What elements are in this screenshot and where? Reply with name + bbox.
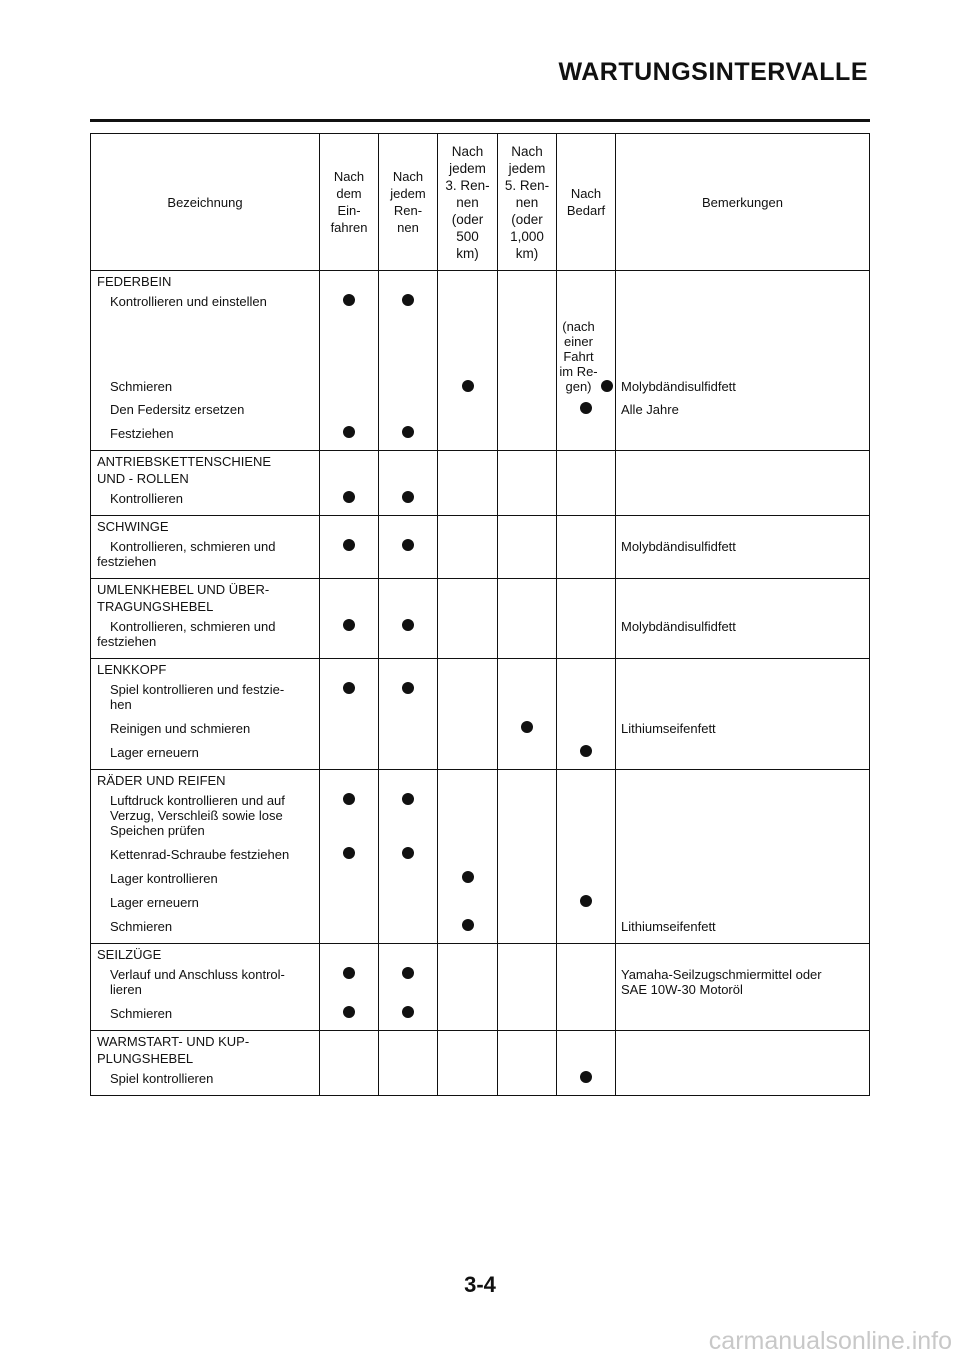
item-label-cell — [91, 516, 320, 579]
interval-dot-icon — [402, 967, 414, 979]
interval-mark-slot — [498, 963, 556, 1002]
interval-cell — [498, 451, 557, 516]
header-nach-jedem-rennen: Nach jedem Ren- nen — [379, 134, 438, 271]
interval-dot-icon — [402, 793, 414, 805]
item-label-text: Lager erneuern — [110, 745, 199, 760]
interval-mark-slot — [379, 963, 437, 1002]
interval-mark-slot — [498, 867, 556, 891]
item-remark — [616, 963, 869, 1002]
interval-dot-icon — [580, 1071, 592, 1083]
interval-mark-slot — [557, 422, 615, 446]
item-remark-text: Molybdändisulfidfett — [621, 379, 736, 394]
item-label-text: Schmieren — [110, 1006, 173, 1021]
interval-mark-slot — [498, 915, 556, 939]
section-row — [91, 451, 870, 516]
interval-mark-slot — [320, 1067, 378, 1091]
interval-mark-slot — [557, 314, 615, 398]
section-title-line: WARMSTART- UND KUP- — [97, 1034, 250, 1049]
interval-mark-slot — [438, 487, 497, 511]
item-remark-text: Lithiumseifenfett — [621, 721, 716, 736]
interval-mark-slot — [320, 290, 378, 314]
interval-mark-slot — [498, 1067, 556, 1091]
interval-mark-slot — [379, 789, 437, 843]
section-row — [91, 271, 870, 451]
section-title — [91, 770, 319, 789]
section-row — [91, 770, 870, 944]
interval-mark-slot — [557, 398, 615, 422]
item-remark — [616, 422, 869, 446]
interval-mark-slot — [557, 535, 615, 574]
interval-mark-slot — [557, 741, 615, 765]
item-label — [91, 717, 319, 741]
interval-cell — [379, 770, 438, 944]
remark-cell — [616, 451, 870, 516]
interval-mark-slot — [498, 615, 556, 654]
interval-mark-slot — [557, 678, 615, 717]
interval-dot-icon — [343, 682, 355, 694]
remark-cell — [616, 516, 870, 579]
interval-mark-slot — [320, 891, 378, 915]
interval-cell — [498, 516, 557, 579]
item-label-cell — [91, 579, 320, 659]
section-title — [91, 944, 319, 963]
interval-cell — [557, 659, 616, 770]
interval-mark-slot — [438, 535, 497, 574]
interval-cell — [438, 271, 498, 451]
interval-dot-icon — [580, 402, 592, 414]
interval-cell — [498, 271, 557, 451]
interval-mark-slot — [557, 789, 615, 843]
item-remark-text: Molybdändisulfidfett — [621, 619, 736, 634]
interval-mark-slot — [498, 717, 556, 741]
interval-mark-slot — [320, 867, 378, 891]
header-nach-3-rennen: Nach jedem 3. Ren- nen (oder 500 km) — [438, 134, 498, 271]
section-row — [91, 579, 870, 659]
remark-cell — [616, 1031, 870, 1096]
interval-mark-slot — [557, 1002, 615, 1026]
interval-cell — [379, 1031, 438, 1096]
item-remark — [616, 398, 869, 422]
interval-cell — [379, 451, 438, 516]
section-title — [91, 516, 319, 535]
interval-dot-icon — [402, 426, 414, 438]
item-label-text: Schmieren — [110, 379, 173, 394]
item-label — [91, 867, 319, 891]
header-bezeichnung: Bezeichnung — [91, 134, 320, 271]
interval-mark-slot — [320, 615, 378, 654]
interval-cell — [320, 770, 379, 944]
item-remark-text: Alle Jahre — [621, 402, 679, 417]
interval-mark-slot — [498, 290, 556, 314]
interval-cell — [498, 944, 557, 1031]
interval-cell — [438, 451, 498, 516]
page-number: 3-4 — [464, 1272, 496, 1297]
header-bemerkungen: Bemerkungen — [616, 134, 870, 271]
remark-cell — [616, 770, 870, 944]
interval-cell — [438, 1031, 498, 1096]
interval-mark-slot — [320, 843, 378, 867]
section-title — [91, 1031, 319, 1067]
item-label-text: Schmieren — [110, 919, 173, 934]
item-remark — [616, 290, 869, 314]
interval-cell — [438, 659, 498, 770]
remark-cell — [616, 271, 870, 451]
interval-dot-icon — [343, 491, 355, 503]
item-label-text: Spiel kontrollieren und festzie- hen — [110, 682, 285, 712]
interval-mark-slot — [438, 891, 497, 915]
interval-mark-slot — [498, 487, 556, 511]
interval-mark-slot — [379, 891, 437, 915]
interval-cell — [557, 770, 616, 944]
section-row — [91, 1031, 870, 1096]
interval-dot-icon — [462, 919, 474, 931]
item-remark — [616, 915, 869, 939]
item-label-cell — [91, 451, 320, 516]
interval-mark-slot — [379, 915, 437, 939]
section-title-line: PLUNGSHEBEL — [97, 1051, 194, 1066]
interval-mark-slot — [438, 963, 497, 1002]
interval-mark-slot — [557, 867, 615, 891]
item-label-text: Kontrollieren, schmieren und festziehen — [97, 539, 276, 569]
interval-cell — [557, 1031, 616, 1096]
item-remark-text: Yamaha-Seilzugschmiermittel oder SAE 10W-30 Motoröl — [621, 967, 822, 997]
item-remark — [616, 535, 869, 574]
interval-mark-slot — [379, 1002, 437, 1026]
interval-mark-slot — [438, 615, 497, 654]
interval-cell — [557, 516, 616, 579]
interval-dot-icon — [402, 539, 414, 551]
interval-mark-slot — [379, 398, 437, 422]
remark-cell — [616, 659, 870, 770]
interval-cell — [498, 1031, 557, 1096]
interval-cell — [320, 579, 379, 659]
item-label — [91, 741, 319, 765]
interval-mark-slot — [438, 1002, 497, 1026]
section-title-line: UND - ROLLEN — [97, 471, 189, 486]
interval-cell — [438, 944, 498, 1031]
item-remark — [616, 741, 869, 765]
item-label-text: Kettenrad-Schraube festziehen — [110, 847, 290, 862]
item-label-text: Lager kontrollieren — [110, 871, 218, 886]
interval-cell — [438, 579, 498, 659]
interval-cell — [379, 271, 438, 451]
interval-mark-slot — [320, 487, 378, 511]
interval-mark-slot — [498, 678, 556, 717]
interval-cell — [320, 659, 379, 770]
item-label — [91, 963, 319, 1002]
item-remark-text: Molybdändisulfidfett — [621, 539, 736, 554]
item-remark — [616, 314, 869, 398]
interval-dot-icon — [521, 721, 533, 733]
item-label — [91, 678, 319, 717]
interval-cell — [438, 770, 498, 944]
section-title — [91, 659, 319, 678]
section-title-line: ANTRIEBSKETTENSCHIENE — [97, 454, 272, 469]
interval-mark-slot — [320, 741, 378, 765]
interval-cell — [320, 1031, 379, 1096]
item-label-text: Reinigen und schmieren — [110, 721, 251, 736]
section-row — [91, 516, 870, 579]
section-row — [91, 944, 870, 1031]
item-label — [91, 314, 319, 398]
interval-dot-icon — [402, 294, 414, 306]
item-label — [91, 615, 319, 654]
interval-dot-icon — [462, 871, 474, 883]
interval-mark-slot — [438, 789, 497, 843]
item-label-cell — [91, 770, 320, 944]
header-row — [91, 134, 870, 271]
item-label-text: Kontrollieren — [110, 491, 183, 506]
interval-mark-slot — [557, 290, 615, 314]
section-title — [91, 271, 319, 290]
item-label — [91, 843, 319, 867]
item-label — [91, 398, 319, 422]
item-label-text: Den Federsitz ersetzen — [110, 402, 245, 417]
interval-dot-icon — [402, 682, 414, 694]
interval-mark-slot — [320, 678, 378, 717]
interval-cell — [379, 944, 438, 1031]
item-label-text: Spiel kontrollieren — [110, 1071, 214, 1086]
interval-mark-slot — [438, 290, 497, 314]
interval-dot-icon — [402, 619, 414, 631]
interval-mark-slot — [557, 1067, 615, 1091]
item-remark-text: Lithiumseifenfett — [621, 919, 716, 934]
item-label-text: Festziehen — [110, 426, 174, 441]
interval-mark-slot — [379, 535, 437, 574]
item-remark — [616, 678, 869, 717]
interval-cell — [498, 579, 557, 659]
interval-mark-slot — [379, 717, 437, 741]
item-label — [91, 290, 319, 314]
item-label — [91, 891, 319, 915]
interval-mark-slot — [379, 843, 437, 867]
maintenance-table — [90, 133, 870, 1096]
remark-cell — [616, 944, 870, 1031]
interval-mark-slot — [438, 1067, 497, 1091]
interval-cell — [498, 770, 557, 944]
item-label-text: Verlauf und Anschluss kontrol- lieren — [110, 967, 285, 997]
interval-cell — [557, 451, 616, 516]
interval-mark-slot — [498, 891, 556, 915]
header-nach-einfahren: Nach dem Ein- fahren — [320, 134, 379, 271]
interval-mark-slot — [379, 615, 437, 654]
item-remark — [616, 1002, 869, 1026]
interval-dot-icon — [343, 967, 355, 979]
interval-mark-slot — [438, 867, 497, 891]
interval-cell — [557, 271, 616, 451]
interval-cell — [379, 579, 438, 659]
interval-mark-slot — [379, 741, 437, 765]
interval-cell — [379, 516, 438, 579]
interval-cell — [498, 659, 557, 770]
interval-mark-slot — [498, 535, 556, 574]
title-rule — [90, 119, 870, 122]
interval-mark-slot — [498, 741, 556, 765]
section-title — [91, 451, 319, 487]
interval-mark-slot — [320, 422, 378, 446]
interval-mark-slot — [557, 915, 615, 939]
header-nach-bedarf: Nach Bedarf — [557, 134, 616, 271]
interval-cell — [320, 516, 379, 579]
interval-mark-slot — [320, 717, 378, 741]
interval-mark-slot — [438, 741, 497, 765]
section-title — [91, 579, 319, 615]
section-title-line: RÄDER UND REIFEN — [97, 773, 226, 788]
interval-mark-slot — [320, 1002, 378, 1026]
item-label-text: Kontrollieren und einstellen — [110, 294, 267, 309]
interval-dot-icon — [580, 745, 592, 757]
item-label-cell — [91, 271, 320, 451]
item-label-cell — [91, 659, 320, 770]
section-title-line: SEILZÜGE — [97, 947, 162, 962]
item-label — [91, 535, 319, 574]
item-label — [91, 487, 319, 511]
interval-dot-icon — [580, 895, 592, 907]
item-label-text: Luftdruck kontrollieren und auf Verzug, Verschleiß sowie lose Speichen prüfen — [110, 793, 285, 838]
item-label — [91, 422, 319, 446]
item-remark — [616, 1067, 869, 1091]
interval-mark-slot — [438, 422, 497, 446]
interval-mark-slot — [557, 615, 615, 654]
interval-mark-slot — [438, 314, 497, 398]
interval-cell — [379, 659, 438, 770]
interval-mark-slot — [320, 963, 378, 1002]
interval-dot-icon — [343, 294, 355, 306]
interval-mark-slot — [498, 422, 556, 446]
interval-mark-slot — [557, 487, 615, 511]
interval-mark-slot — [498, 843, 556, 867]
item-label-cell — [91, 944, 320, 1031]
interval-dot-icon — [601, 380, 613, 392]
item-remark — [616, 615, 869, 654]
interval-dot-icon — [343, 847, 355, 859]
interval-dot-icon — [402, 847, 414, 859]
interval-mark-slot — [379, 487, 437, 511]
interval-dot-icon — [343, 426, 355, 438]
interval-mark-slot — [498, 398, 556, 422]
section-row — [91, 659, 870, 770]
interval-mark-slot — [557, 891, 615, 915]
interval-dot-icon — [402, 1006, 414, 1018]
interval-dot-icon — [343, 539, 355, 551]
interval-dot-icon — [343, 619, 355, 631]
section-title-line: TRAGUNGSHEBEL — [97, 599, 214, 614]
interval-cell — [320, 271, 379, 451]
item-remark — [616, 891, 869, 915]
item-remark — [616, 487, 869, 511]
header-nach-5-rennen: Nach jedem 5. Ren- nen (oder 1,000 km) — [498, 134, 557, 271]
item-label — [91, 1067, 319, 1091]
interval-cell — [557, 944, 616, 1031]
interval-mark-slot — [379, 422, 437, 446]
watermark: carmanualsonline.info — [708, 1327, 952, 1355]
interval-mark-slot — [438, 678, 497, 717]
interval-dot-icon — [343, 1006, 355, 1018]
interval-dot-icon — [402, 491, 414, 503]
interval-mark-slot — [379, 290, 437, 314]
interval-dot-icon — [462, 380, 474, 392]
interval-mark-slot — [320, 314, 378, 398]
interval-mark-slot — [557, 843, 615, 867]
item-label — [91, 1002, 319, 1026]
interval-cell — [320, 944, 379, 1031]
interval-mark-slot — [320, 789, 378, 843]
interval-mark-slot — [379, 678, 437, 717]
item-label-text: Lager erneuern — [110, 895, 199, 910]
interval-mark-slot — [557, 963, 615, 1002]
interval-mark-slot — [379, 1067, 437, 1091]
interval-mark-slot — [320, 535, 378, 574]
section-title-line: LENKKOPF — [97, 662, 167, 677]
item-remark — [616, 843, 869, 867]
page-title: WARTUNGSINTERVALLE — [558, 58, 868, 86]
item-label-text: Kontrollieren, schmieren und festziehen — [97, 619, 276, 649]
interval-mark-slot — [320, 398, 378, 422]
item-remark — [616, 789, 869, 843]
section-title-line: UMLENKHEBEL UND ÜBER- — [97, 582, 270, 597]
item-label — [91, 789, 319, 843]
item-label — [91, 915, 319, 939]
item-remark — [616, 717, 869, 741]
interval-mark-slot — [557, 717, 615, 741]
item-label-cell — [91, 1031, 320, 1096]
interval-cell — [557, 579, 616, 659]
interval-note: (nach einer Fahrt im Re- gen) — [559, 319, 598, 394]
interval-mark-slot — [438, 915, 497, 939]
interval-mark-slot — [438, 717, 497, 741]
interval-mark-slot — [438, 843, 497, 867]
interval-mark-slot — [320, 915, 378, 939]
interval-dot-icon — [343, 793, 355, 805]
interval-mark-slot — [498, 1002, 556, 1026]
interval-cell — [438, 516, 498, 579]
interval-mark-slot — [379, 867, 437, 891]
interval-mark-slot — [498, 314, 556, 398]
interval-cell — [320, 451, 379, 516]
item-remark — [616, 867, 869, 891]
interval-mark-slot — [379, 314, 437, 398]
remark-cell — [616, 579, 870, 659]
section-title-line: FEDERBEIN — [97, 274, 172, 289]
interval-mark-slot — [498, 789, 556, 843]
interval-mark-slot — [438, 398, 497, 422]
section-title-line: SCHWINGE — [97, 519, 169, 534]
